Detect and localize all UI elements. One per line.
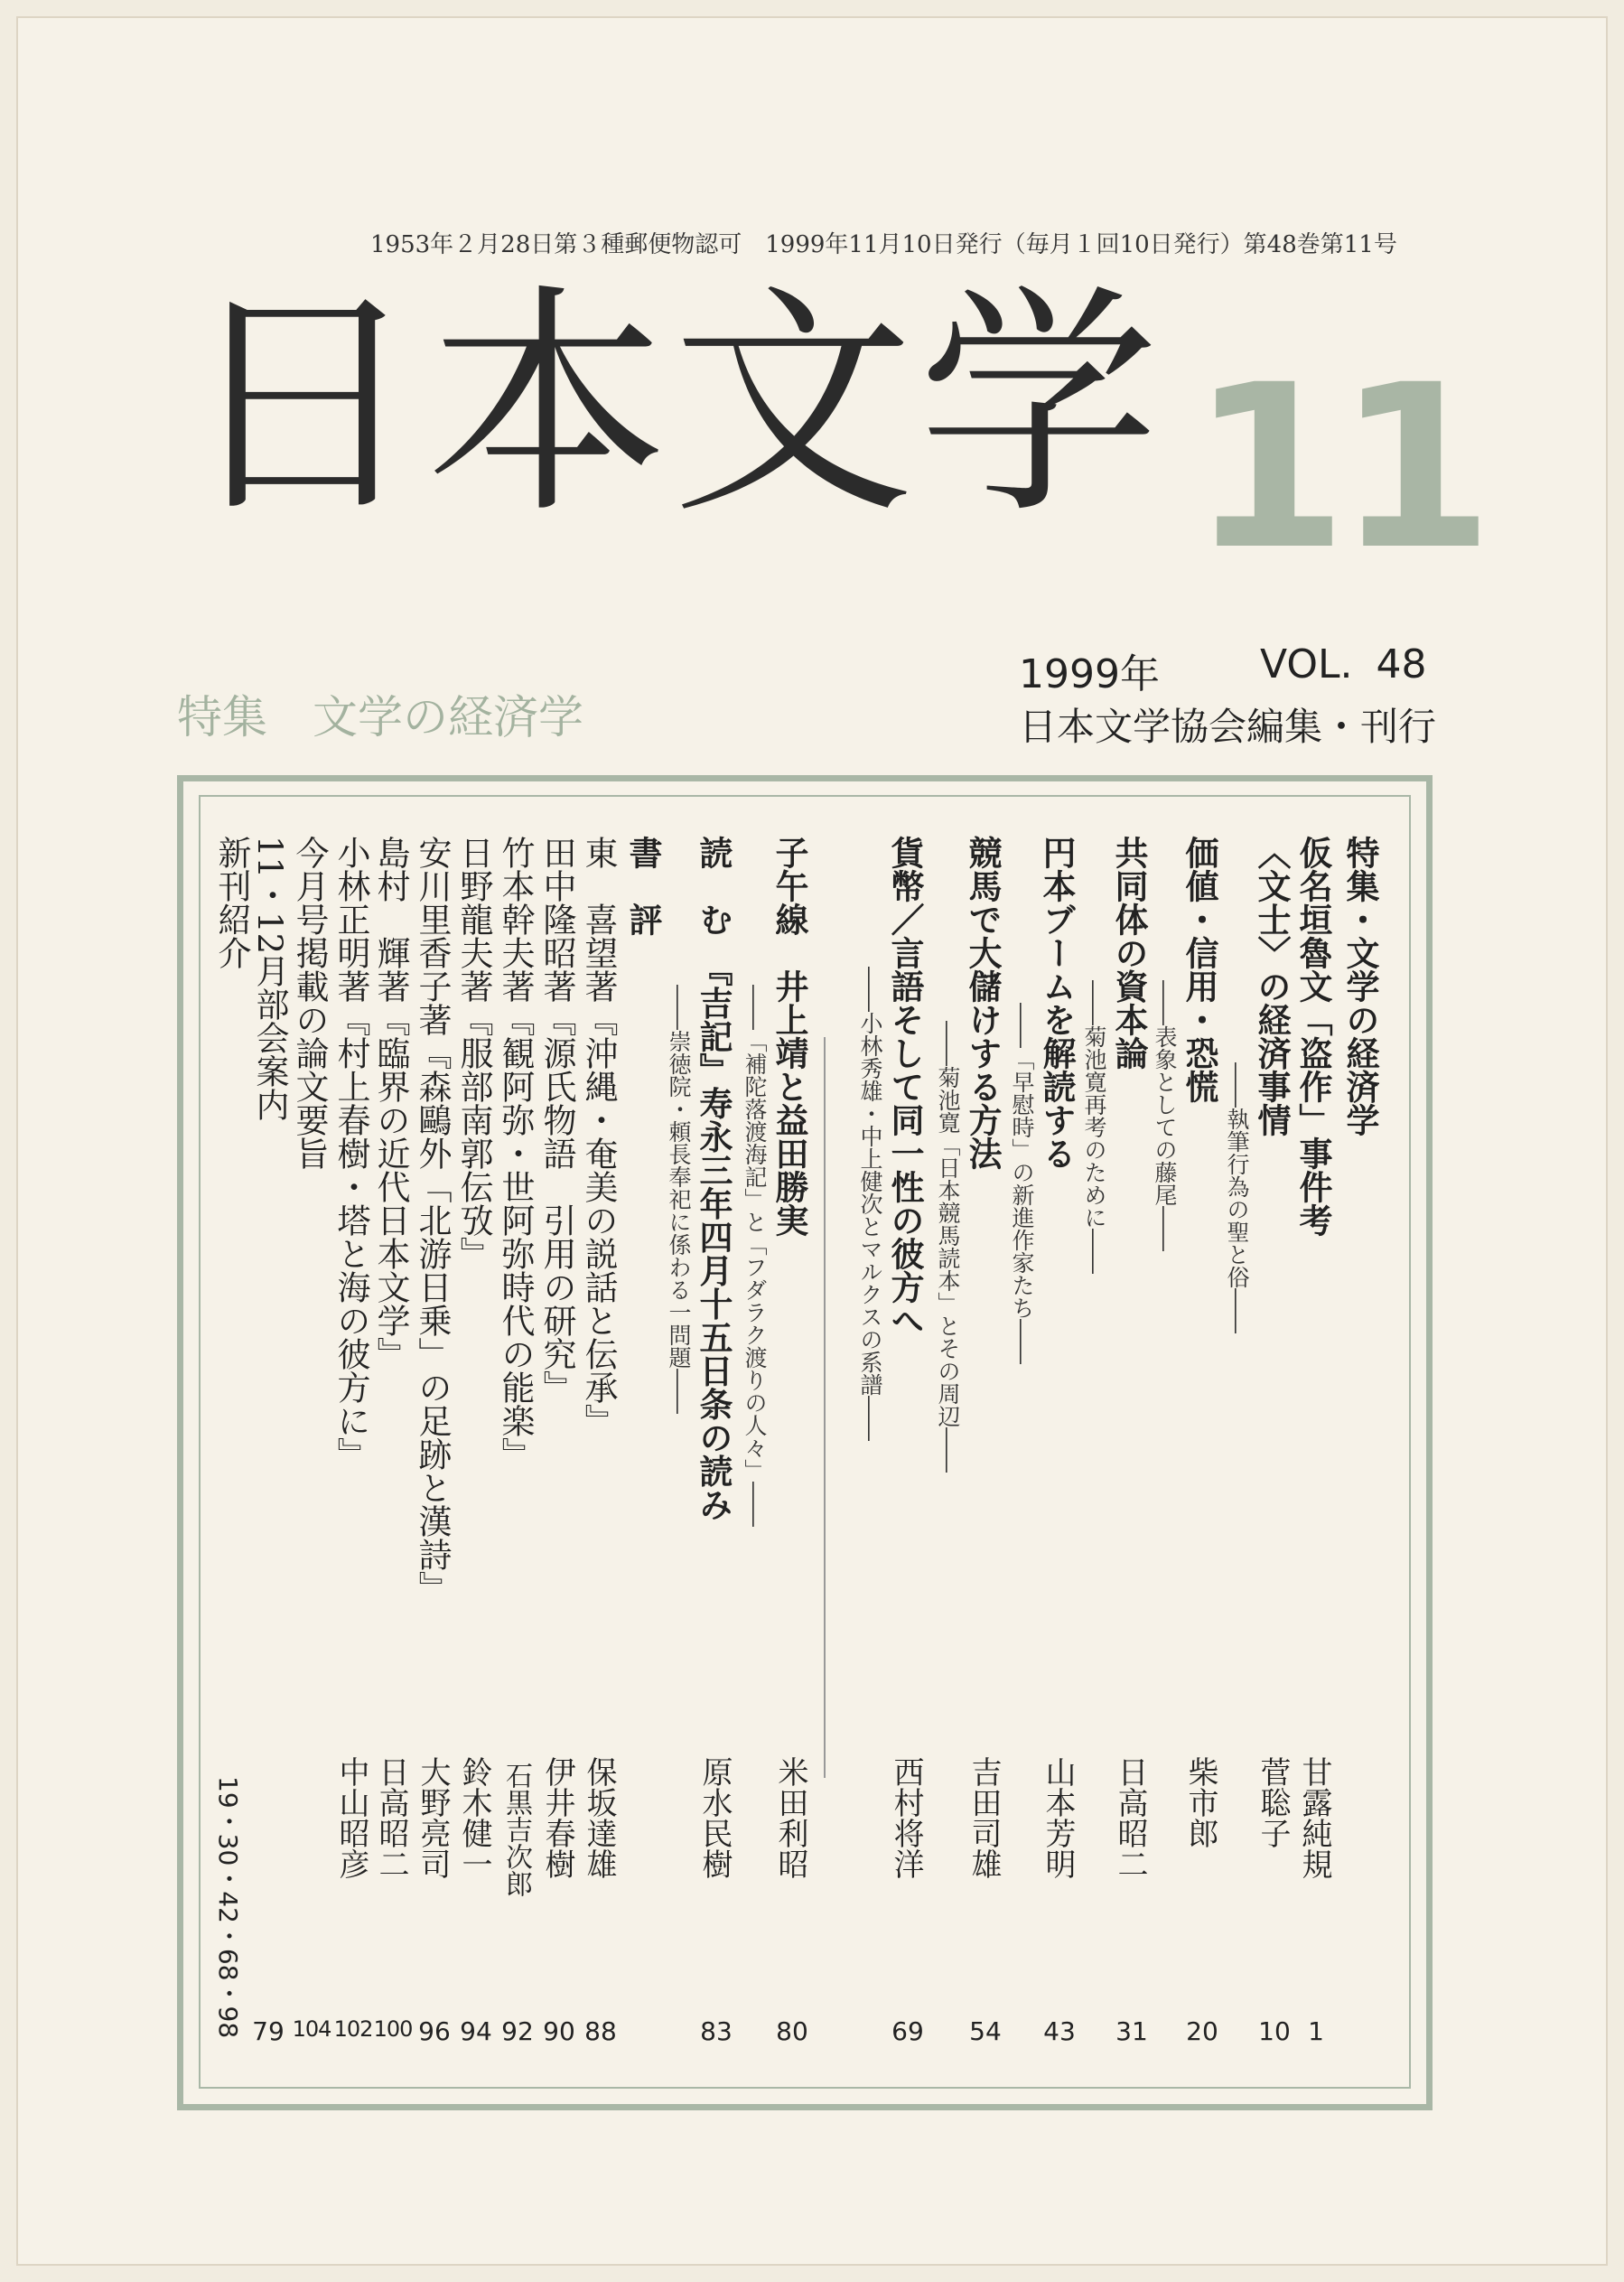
journal-title: 日本文学	[181, 265, 1163, 547]
toc-item-page: 43	[1043, 2016, 1076, 2046]
toc-item-subtitle: ――表象としての藤尾――	[1152, 980, 1178, 1251]
misc-page: 19・30・42・68・98	[213, 1776, 243, 2039]
toc-item-subtitle: ――「早慰時」の新進作家たち――	[1009, 1003, 1035, 1364]
review-page: 94	[460, 2016, 492, 2046]
toc-item-title: 子午線 井上靖と益田勝実	[770, 836, 809, 1237]
toc-item-page: 69	[891, 2016, 924, 2046]
special-title: 文学の経済学	[313, 691, 583, 744]
toc-item-title: 貨幣／言語そして同一性の彼方へ	[885, 836, 925, 1337]
toc-item-subtitle: ――菊池寛「日本競馬読本」とその周辺――	[935, 1021, 961, 1473]
review-title: 日野龍夫著『服部南郭伝攷』	[454, 836, 493, 1270]
review-title: 小林正明著『村上春樹・塔と海の彼方に』	[331, 836, 370, 1471]
toc-item-subtitle: ――崇徳院・頼長奉祀に係わる一問題――	[666, 985, 692, 1414]
toc-item-title: 競馬で大儲けする方法	[963, 836, 1003, 1170]
toc-item-page: 83	[700, 2016, 733, 2046]
review-author: 中山昭彦	[333, 1756, 369, 1879]
toc-item-author: 米田利昭	[772, 1756, 808, 1879]
toc-item-page: 80	[776, 2016, 808, 2046]
toc-item-author: 西村将洋	[888, 1756, 924, 1879]
toc-item-subtitle: ――「補陀落渡海記」と「フダラク渡りの人々」――	[742, 985, 768, 1527]
special-feature	[177, 681, 583, 746]
toc-item-subtitle: ――執筆行為の聖と俗――	[1224, 1062, 1250, 1333]
vol-label: VOL.	[1260, 641, 1353, 687]
toc-item-author: 原水民樹	[696, 1756, 733, 1879]
toc-item-author: 甘露純規	[1296, 1756, 1332, 1879]
issue-number: 11	[1190, 336, 1483, 599]
misc-title: 新刊紹介	[212, 836, 251, 969]
postal-notice: 1953年２月28日第３種郵便物認可 1999年11月10日発行（毎月１回10日発行）第48巻第11号	[370, 231, 1397, 258]
toc-item-author: 柴市郎	[1182, 1756, 1218, 1848]
review-author: 石黒吉次郎	[500, 1762, 532, 1897]
toc-item-page: 10	[1258, 2016, 1291, 2046]
review-page: 88	[584, 2016, 617, 2046]
toc-item-page: 31	[1115, 2016, 1148, 2046]
misc-title: 11・12月部会案内	[250, 836, 289, 1122]
vol-number: 48	[1376, 641, 1427, 687]
review-page: 90	[543, 2016, 575, 2046]
misc-title: 今月号掲載の論文要旨	[290, 836, 329, 1170]
toc-item-page: 1	[1308, 2016, 1324, 2046]
review-author: 伊井春樹	[539, 1756, 575, 1879]
toc-item-author: 菅聡子	[1255, 1756, 1291, 1848]
review-title: 田中隆昭著『源氏物語 引用の研究』	[537, 836, 576, 1404]
review-author: 保坂達雄	[581, 1756, 617, 1879]
review-title: 東 喜望著『沖縄・奄美の説話と伝承』	[579, 836, 618, 1437]
review-page: 96	[418, 2016, 451, 2046]
special-label: 特集	[177, 691, 267, 744]
toc-item-title: 読 む 『吉記』寿永三年四月十五日条の読み	[694, 836, 733, 1521]
review-author: 鈴木健一	[456, 1756, 492, 1879]
volume	[1260, 641, 1426, 687]
review-page: 100	[373, 2016, 413, 2042]
review-heading: 書 評	[623, 836, 663, 936]
review-page: 92	[501, 2016, 534, 2046]
review-author: 大野亮司	[415, 1756, 451, 1879]
toc-item-title: 仮名垣魯文「盗作」事件考	[1293, 836, 1333, 1237]
review-title: 安川里香子著『森鷗外「北游日乗」の足跡と漢詩』	[413, 836, 452, 1604]
toc-item-title: 円本ブームを解読する	[1037, 836, 1077, 1170]
toc-item-title: 共同体の資本論	[1109, 836, 1149, 1070]
toc-item-page: 20	[1186, 2016, 1218, 2046]
review-page: 102	[333, 2016, 373, 2042]
toc-item-author: 吉田司雄	[966, 1756, 1002, 1879]
toc-item-subtitle: ――小林秀雄・中上健次とマルクスの系譜――	[857, 967, 883, 1441]
review-title: 島村 輝著『臨界の近代日本文学』	[371, 836, 410, 1370]
toc-item-page: 54	[969, 2016, 1002, 2046]
review-author: 日高昭二	[373, 1756, 409, 1879]
misc-page: 79	[252, 2016, 285, 2046]
toc-item-title: 〈文士〉の経済事情	[1252, 836, 1292, 1136]
publication-year: 1999年	[1019, 651, 1160, 697]
toc-item-title: 価値・信用・恐慌	[1180, 836, 1219, 1103]
review-title: 竹本幹夫著『観阿弥・世阿弥時代の能楽』	[496, 836, 535, 1471]
toc-item-author: 日高昭二	[1112, 1756, 1148, 1879]
editor-credit: 日本文学協会編集・刊行	[1019, 705, 1437, 749]
misc-page: 104	[292, 2016, 331, 2042]
toc-item-subtitle: ――菊池寛再考のために――	[1081, 980, 1107, 1274]
toc-item-author: 山本芳明	[1040, 1756, 1076, 1879]
toc-feature-heading: 特集・文学の経済学	[1340, 836, 1380, 1136]
section-divider	[824, 1037, 826, 1778]
